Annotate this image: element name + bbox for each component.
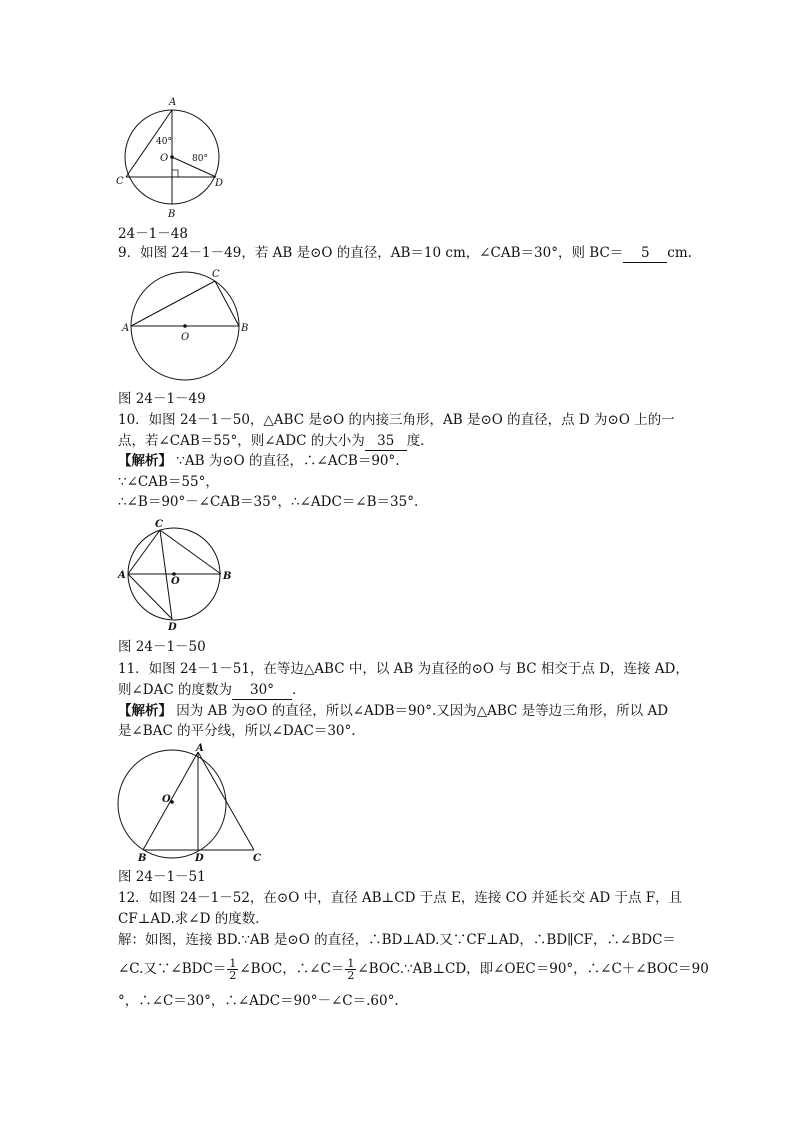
q12-solution-1: 解：如图，连接 BD.∵AB 是⊙O 的直径，∴BD⊥AD.又∵CF⊥AD，∴BD∥CF，∴∠BDC＝ xyxy=(118,932,676,948)
caption-24-1-49: 图 24－1－49 xyxy=(118,391,206,407)
q10-text: 点，若∠CAB＝55°，则∠ADC 的大小为 xyxy=(118,433,365,449)
q10-analysis-3: ∴∠B＝90°－∠CAB＝35°，∴∠ADC＝∠B＝35°. xyxy=(118,494,419,510)
question-10-line1: 10．如图 24－1－50，△ABC 是⊙O 的内接三角形，AB 是⊙O 的直径，点 D 为⊙O 上的一 xyxy=(118,412,675,428)
caption-24-1-51: 图 24－1－51 xyxy=(118,869,206,885)
q11-text: 则∠DAC 的度数为 xyxy=(118,682,233,698)
figure-24-1-49 xyxy=(120,268,260,388)
label-A: A xyxy=(169,97,177,108)
analysis-text: ∵AB 为⊙O 的直径，∴∠ACB＝90°. xyxy=(172,453,400,469)
figure-24-1-50 xyxy=(117,520,237,635)
question-9 xyxy=(118,244,692,263)
fraction-numerator: 1 xyxy=(229,957,237,970)
label-B: B xyxy=(223,571,232,582)
angle-80-label: 80° xyxy=(192,154,208,164)
label-D: D xyxy=(215,178,224,189)
q9-answer: 5 xyxy=(623,244,667,263)
label-A: A xyxy=(196,743,204,754)
q10-analysis-1 xyxy=(118,452,400,470)
label-D: D xyxy=(195,853,204,864)
q9-unit: cm. xyxy=(667,245,692,261)
q12-solution-3: °，∴∠C＝30°，∴∠ADC＝90°－∠C＝.60°. xyxy=(118,993,399,1009)
label-B: B xyxy=(241,323,249,334)
label-O: O xyxy=(171,576,180,587)
label-B: B xyxy=(138,853,147,864)
analysis-tag: 【解析】 xyxy=(118,453,172,469)
q10-answer: 35 xyxy=(365,432,407,451)
q9-text: 9．如图 24－1－49，若 AB 是⊙O 的直径，AB＝10 cm，∠CAB＝30°，则 BC＝ xyxy=(118,245,624,261)
q12-solution-2 xyxy=(118,958,709,981)
caption-24-1-48: 24－1－48 xyxy=(118,226,188,242)
label-O: O xyxy=(162,794,171,805)
question-11-line1: 11．如图 24－1－51，在等边△ABC 中，以 AB 为直径的⊙O 与 BC 相交于点 D，连接 AD， xyxy=(118,661,689,677)
label-O: O xyxy=(160,153,169,164)
fraction-one-half xyxy=(227,958,238,981)
q12-solution-text-a: ∠C.又∵∠BDC＝ xyxy=(118,961,227,977)
analysis-tag: 【解析】 xyxy=(118,703,172,719)
label-B: B xyxy=(168,209,176,220)
label-D: D xyxy=(168,622,177,633)
label-C: C xyxy=(253,853,261,864)
q10-analysis-2: ∵∠CAB＝55°， xyxy=(118,474,219,490)
label-A: A xyxy=(122,323,130,334)
label-C: C xyxy=(155,519,163,530)
fraction-numerator: 1 xyxy=(347,957,355,970)
angle-40-label: 40° xyxy=(156,137,172,147)
fraction-one-half xyxy=(345,958,356,981)
fraction-denominator: 2 xyxy=(347,969,355,982)
figure-24-1-51 xyxy=(116,742,266,867)
label-C: C xyxy=(116,176,124,187)
q12-solution-text-b: ∠BOC，∴∠C＝ xyxy=(239,961,345,977)
question-12-line1: 12．如图 24－1－52，在⊙O 中，直径 AB⊥CD 于点 E，连接 CO 并延长交 AD 于点 F，且 xyxy=(118,890,683,906)
question-12-line2: CF⊥AD.求∠D 的度数． xyxy=(118,911,269,927)
caption-24-1-50: 图 24－1－50 xyxy=(118,639,206,655)
question-11-line2 xyxy=(118,681,306,700)
question-10-line2 xyxy=(118,432,434,451)
label-A: A xyxy=(118,570,126,581)
q11-analysis-2: 是∠BAC 的平分线，所以∠DAC＝30°. xyxy=(118,723,356,739)
figure-24-1-48 xyxy=(112,96,232,221)
analysis-text: 因为 AB 为⊙O 的直径，所以∠ADB＝90°.又因为△ABC 是等边三角形，所以 AD xyxy=(172,703,669,719)
q12-solution-text-c: ∠BOC.∵AB⊥CD，即∠OEC＝90°，∴∠C＋∠BOC＝90 xyxy=(357,961,709,977)
label-O: O xyxy=(181,332,190,343)
q11-tail: ． xyxy=(292,682,306,698)
q11-analysis-1 xyxy=(118,702,668,720)
q11-answer: 30° xyxy=(232,681,292,700)
label-C: C xyxy=(212,269,220,280)
q10-tail: 度． xyxy=(406,433,434,449)
fraction-denominator: 2 xyxy=(229,969,237,982)
